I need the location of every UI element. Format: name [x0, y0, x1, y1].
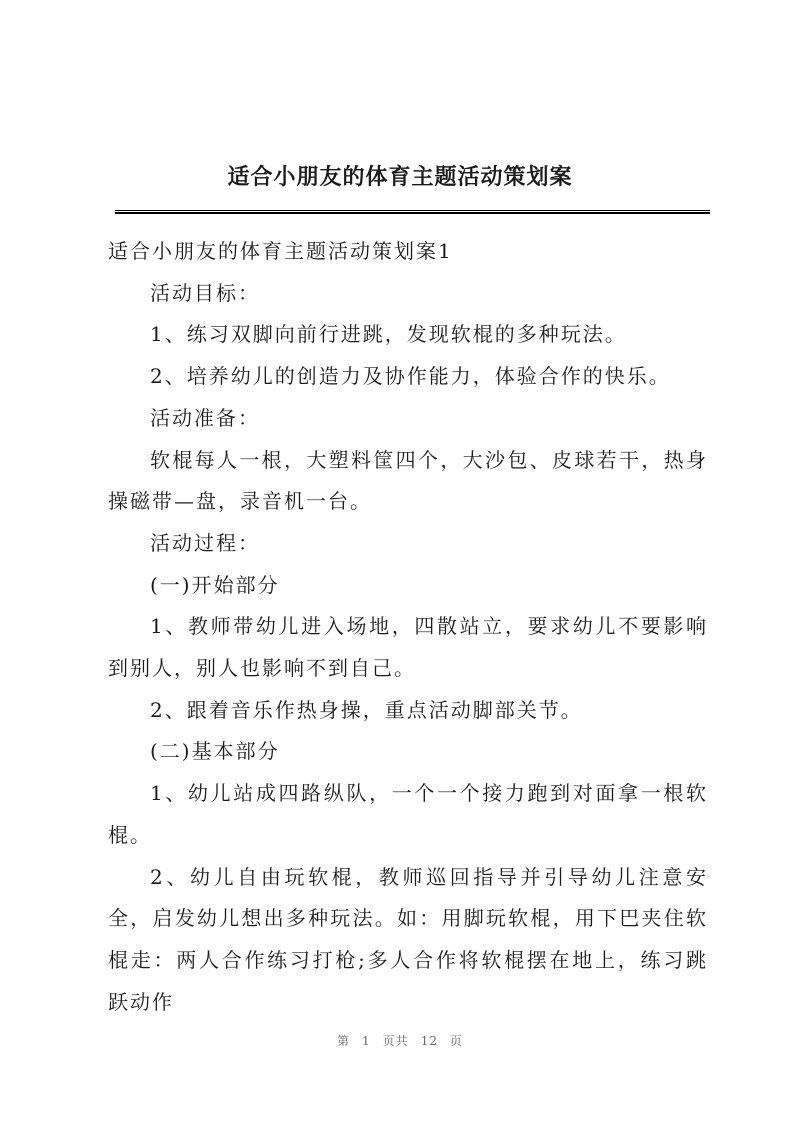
title-divider: [115, 210, 710, 211]
paragraph: 1、幼儿站成四路纵队，一个一个接力跑到对面拿一根软棍。: [108, 781, 708, 847]
footer-middle: 页共: [382, 1034, 409, 1048]
paragraph: (二)基本部分: [150, 739, 280, 764]
footer-prefix: 第: [337, 1034, 351, 1048]
paragraph: 活动过程：: [150, 530, 260, 555]
paragraph: 2、跟着音乐作热身操，重点活动脚部关节。: [150, 697, 583, 722]
paragraph: 2、幼儿自由玩软棍，教师巡回指导并引导幼儿注意安全，启发幼儿想出多种玩法。如：用脚玩软棍，用下巴夹住软棍走：两人合作练习打枪;多人合作将软棍摆在地上，练习跳跃动作: [108, 864, 708, 1014]
paragraph: 活动目标：: [150, 280, 260, 305]
section-heading: 适合小朋友的体育主题活动策划案1: [108, 239, 453, 263]
footer-total-pages: 12: [420, 1034, 438, 1048]
paragraph: 1、练习双脚向前行进跳，发现软棍的多种玩法。: [150, 322, 627, 347]
footer-current-page: 1: [362, 1034, 371, 1048]
paragraph: (一)开始部分: [150, 572, 280, 597]
paragraph: 软棍每人一根，大塑料筐四个，大沙包、皮球若干，热身操磁带—盘，录音机一台。: [108, 447, 708, 514]
footer-suffix: 页: [449, 1034, 463, 1048]
document-title: 适合小朋友的体育主题活动策划案: [227, 165, 573, 190]
paragraph: 2、培养幼儿的创造力及协作能力，体验合作的快乐。: [150, 364, 671, 389]
paragraph: 活动准备：: [150, 405, 260, 430]
paragraph: 1、教师带幼儿进入场地，四散站立，要求幼儿不要影响到别人，别人也影响不到自己。: [108, 614, 708, 681]
page-footer: [0, 1032, 800, 1049]
document-body: [108, 231, 708, 1023]
